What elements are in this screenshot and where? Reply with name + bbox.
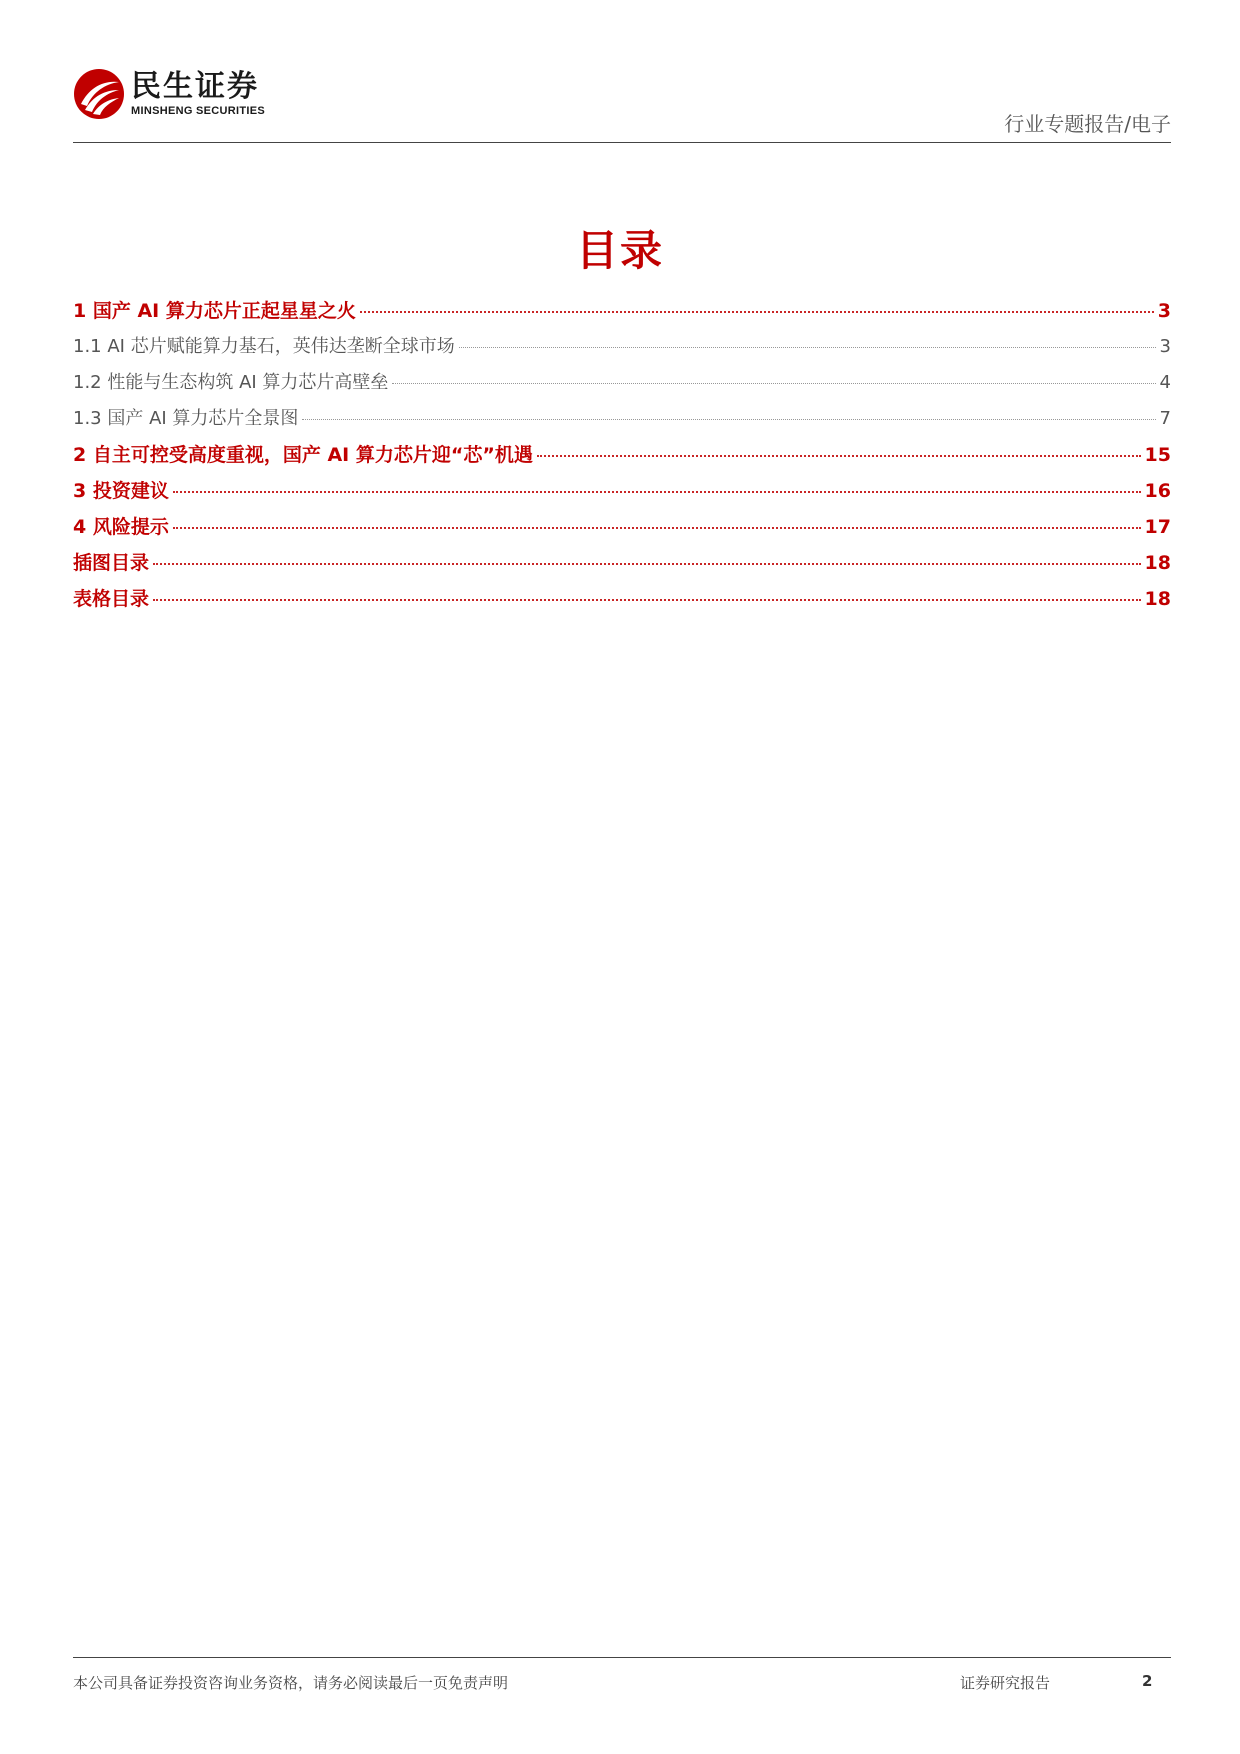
toc-entry-label: 1.2 性能与生态构筑 AI 算力芯片高壁垒 bbox=[73, 372, 389, 393]
toc-entry-page: 4 bbox=[1159, 372, 1171, 393]
company-logo bbox=[73, 68, 265, 120]
toc-entry[interactable] bbox=[73, 404, 1171, 440]
toc-entry-label: 1.3 国产 AI 算力芯片全景图 bbox=[73, 408, 299, 429]
footer-report-label: 证券研究报告 bbox=[960, 1674, 1051, 1692]
toc-entry-page: 17 bbox=[1144, 516, 1171, 538]
toc-leader-dots bbox=[537, 455, 1141, 457]
toc-title: 目录 bbox=[575, 226, 664, 275]
toc-entry-label: 表格目录 bbox=[73, 588, 150, 610]
toc-entry[interactable] bbox=[73, 548, 1171, 584]
toc-entry[interactable] bbox=[73, 476, 1171, 512]
logo-english-name: MINSHENG SECURITIES bbox=[131, 105, 266, 117]
toc-entry-label: 1.1 AI 芯片赋能算力基石，英伟达垄断全球市场 bbox=[73, 336, 455, 357]
toc-entry-page: 16 bbox=[1144, 480, 1171, 502]
toc-leader-dots bbox=[302, 419, 1155, 420]
header-divider bbox=[73, 142, 1171, 143]
footer-disclaimer: 本公司具备证券投资咨询业务资格，请务必阅读最后一页免责声明 bbox=[73, 1674, 509, 1692]
toc-entry-label: 1 国产 AI 算力芯片正起星星之火 bbox=[73, 300, 356, 322]
page-header bbox=[73, 62, 1171, 144]
toc-entry-page: 15 bbox=[1144, 444, 1171, 466]
toc-entry[interactable] bbox=[73, 440, 1171, 476]
toc-entry[interactable] bbox=[73, 584, 1171, 620]
toc-leader-dots bbox=[459, 347, 1156, 348]
toc-entry-page: 3 bbox=[1159, 336, 1171, 357]
toc-leader-dots bbox=[153, 599, 1141, 601]
logo-chinese-name: 民生证券 bbox=[131, 69, 259, 104]
toc-entry-page: 18 bbox=[1144, 552, 1171, 574]
toc-leader-dots bbox=[360, 311, 1154, 313]
toc-leader-dots bbox=[392, 383, 1155, 384]
toc-entry[interactable] bbox=[73, 512, 1171, 548]
toc-entry-label: 4 风险提示 bbox=[73, 516, 169, 538]
toc-entry-label: 3 投资建议 bbox=[73, 480, 169, 502]
page-number: 2 bbox=[1142, 1672, 1153, 1690]
toc-leader-dots bbox=[153, 563, 1141, 565]
logo-emblem-icon bbox=[73, 68, 125, 120]
toc-leader-dots bbox=[173, 527, 1141, 529]
toc-entry[interactable] bbox=[73, 368, 1171, 404]
toc-entry-page: 7 bbox=[1159, 408, 1171, 429]
toc-entry-page: 18 bbox=[1144, 588, 1171, 610]
toc-entry[interactable] bbox=[73, 332, 1171, 368]
report-type: 行业专题报告/电子 bbox=[1004, 112, 1171, 136]
table-of-contents bbox=[73, 296, 1171, 620]
toc-entry[interactable] bbox=[73, 296, 1171, 332]
toc-entry-label: 插图目录 bbox=[73, 552, 150, 574]
toc-leader-dots bbox=[173, 491, 1141, 493]
footer-divider bbox=[73, 1657, 1171, 1658]
toc-entry-label: 2 自主可控受高度重视，国产 AI 算力芯片迎“芯”机遇 bbox=[73, 444, 533, 466]
toc-entry-page: 3 bbox=[1157, 300, 1171, 322]
